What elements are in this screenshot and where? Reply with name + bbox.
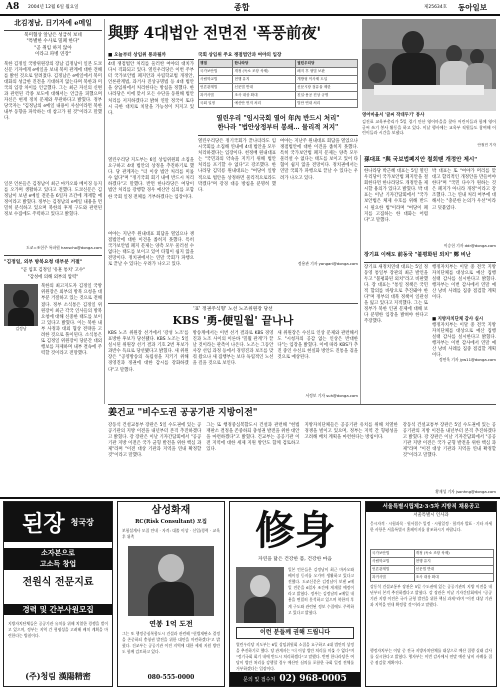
left-sub1: 북미협상 앞날은 성급히 보네 (24, 33, 82, 38)
right-column (364, 156, 496, 406)
portrait-photo (4, 284, 38, 326)
left-box2-title: "김정일, 외부 방북요청 대부분 거절" (4, 258, 83, 265)
kbs-story (108, 306, 358, 400)
main-col-2 (198, 52, 358, 300)
ad2-filler: 그는 또 행정중심복합도시 건설과 관련해 "헌법재판소 결정을 존중하되 충청권 발전을 위한 대안을 마련하겠다"고 밝혔다. 건교부는 공공기관 이전 지역에 대한 세제 지원 방안도 함께 검토하고 있다. (122, 631, 220, 655)
ad-notice[interactable] (365, 501, 497, 687)
left-sub4: 이라크 파병 연장" (34, 52, 72, 58)
main-body-a: 4대 쟁점법안 처리를 둘러싼 여야의 대치가 다시 격화되고 있다. 열린우리당은 이번 주부터 국가보안법 폐지안과 사립학교법 개정안, 언론관계법, 과거사 진상규명법 등 4대 법안을 상임위에서 처리한다는 방침을 정했다. 한나라당은 이에 맞서 모든 수단을 동원해 법안 처리를 저지하겠다고 밝혀 연말 정국이 또다시 극한 대치로 치달을 가능성이 커지고 있다. (108, 62, 194, 116)
ad1-company: (주)청림 漢陽精密 (25, 671, 91, 681)
ad3-filler: 열린우리당 지도부는 6일 상임위원회 소집을 요구하고 4대 법안의 상정을 추진하기로 했다. 당 관계자는 "더 이상 법안 처리를 미룰 수 없다"며 "정기국회 회기 내에 반드시 처리하겠다"고 말했다. 반면 한나라당은 여당이 법안 처리를 강행할 경우 예산안 심의를 포함한 국회 일정 전체를 거부하겠다는 입장이다. (236, 642, 354, 672)
ad1-line3: 전원식 전문지료 (22, 577, 94, 588)
col-divider-2 (360, 155, 361, 405)
main-subhead-1: 열린우리 "임시국회 열어 年內 반드시 처리" (216, 114, 340, 122)
lower-body-b: 그는 또 행정중심복합도시 건설과 관련해 "헌법재판소 결정을 존중하되 충청권 발전을 위한 대안을 마련하겠다"고 밝혔다. 건교부는 공공기관 이전 지역에 대한 세제 지원 방안도 함께 검토하고 있다. (206, 423, 300, 453)
ad1-title-box (4, 502, 112, 542)
main-box-title: ■ 오늘부터 상임위 통과될까 (108, 52, 194, 60)
left-sub3: "곧 취임 하지 않아 (34, 45, 72, 51)
left-kicker: 北김정남, 日기자에 e메일 (14, 19, 92, 27)
ad4-body: 응시자격 · 시험과목 · 원서접수 일정 · 시험일정 · 합격자 발표 · 기타 자세한 사항은 서울특별시 홈페이지를 참조하시기 바랍니다. (370, 521, 492, 533)
ad3-title: 修身 (255, 507, 335, 554)
lower-body-d: 강동석 건설교통부 장관은 5일 수도권에 있는 공공기관의 지방 이전을 내년부터 본격 추진하겠다고 밝혔다. 강 장관은 이날 기자간담회에서 "공공기관 지방 이전은 국가 균형 발전을 위한 핵심 과제"라며 "이전 대상 기관과 지역을 연내 확정할 것"이라고 말했다. (402, 423, 496, 459)
ad2-photo (128, 546, 214, 616)
kbs-body-a: KBS 노조 위원장 선거에서 '강성 노조'를 표방한 후보가 당선됐다. KBS 노조는 5일 실시된 위원장 선거 결과 기호 2번 후보가 과반수 득표로 당선됐다고 밝혔다. 새 위원장은 "공영방송의 독립성을 지키기 위해 경영진과 정권에 대한 감시를 강화하겠다"고 말했다. (108, 331, 189, 373)
ad3-photo (236, 567, 284, 623)
ad2-sub: RC(Risk Consultant) 모집 (135, 519, 207, 525)
subhead-rule (198, 135, 358, 136)
right-body-1b: 박 대표는 또 "여야가 머리를 맞대고 합리적인 개정안을 만들어야 한다"며 "국민 다수가 원하는 것은 폐지가 아니라 개정"이라고 강조했다. 그는 연내 처리 여부에 대해서는 "충분한 논의가 우선"이라고 덧붙였다. (432, 169, 496, 211)
lower-body-a: 강동석 건설교통부 장관은 5일 수도권에 있는 공공기관의 지방 이전을 내년부터 본격 추진하겠다고 밝혔다. 강 장관은 이날 기자간담회에서 "공공기관 지방 이전은 국가 균형 발전을 위한 핵심 과제"라며 "이전 대상 기관과 지역을 연내 확정할 것"이라고 말했다. (108, 423, 202, 459)
right-body-1: 한나라당 박근혜 대표는 5일 열린우리당이 국가보안법 폐지안을 철회한다면 한나라당도 개정안을 제시할 용의가 있다고 밝혔다. 박 대표는 이날 기자간담회에서 "국가보안법은 체제 수호를 위해 반드시 필요한 법"이라며 "여당이 폐지를 고집하는 한 대화는 어렵다"고 말했다. (364, 169, 428, 223)
main-body-d: 열린우리당은 정기국회가 끝나더라도 임시국회를 소집해 연내에 4대 법안을 모두 처리하겠다는 입장이다. 천정배 원내대표는 "국민과의 약속을 지키기 위해 법안 처리를 포기할 수 없다"고 강조했다. 한나라당 김덕룡 원내대표는 "여당이 일방적으로 법안을 상정하면 물리적으로라도 막겠다"며 강경 대응 방침을 분명히 했다. (198, 139, 276, 193)
main-byline: 정용관 기자 yongari@donga.com (297, 261, 358, 266)
page-number: A8 (6, 2, 20, 12)
ad-samsung[interactable] (117, 501, 225, 687)
lower-headline: 姜건교 "비수도권 공공기관 지방이전" (108, 408, 258, 418)
ad1-filler: 지방자치단체들은 공공기관 유치를 위해 치열한 경쟁을 벌이고 있으며, 정부는 지역 간 형평성을 고려해 배치 계획을 마련한다는 방침이다. (8, 621, 108, 639)
left-box2-body-part: 북한의 최고지도자 김정일 국방위원장은 외부의 방북 요청을 대부분 거절하고 있는 것으로 전해졌다. 정부 소식통은 김정일 위원장이 최근 각국 인사들의 방북 요청에 대해 신중한 태도를 보이고 있다고 밝혔다. 이는 북한 내부 사정과 대외 협상 전략을 고려한 것으로 풀이된다. 소식통은 또 김정일 위원장이 당분간 대외 행보를 자제하며 내부 결속에 주력할 것이라고 전망했다. (41, 284, 102, 357)
col-divider-1 (104, 19, 105, 404)
left-body-b: 일본 언론들은 김정남이 최근 마카오와 베이징 등지를 오가며 생활하고 있다고 전했다. 도쿄신문은 김정남이 보낸 e메일 전문을 6일자 조간에 게재할 예정이라고 밝혔다. 정부는 김정남의 e메일 내용을 면밀히 분석하고 있으며 북한의 후계 구도와 관련된 정보 수집에도 주력하고 있다고 밝혔다. (4, 181, 102, 218)
table-row: 언론관계법 신문법 반대 신문시장 점유율 제한 (199, 84, 358, 92)
main-headline: 與野 4대법안 전면전 '폭풍前夜' (108, 23, 321, 42)
right-head-3: ■ 지방자치단체 감사 실시 (432, 316, 484, 322)
ad2-phone: 080-555-0000 (147, 674, 195, 681)
photo-credit: 안철민 기자 (477, 143, 496, 147)
right-body-2b: 행정자치부는 이달 중 전국 지방자치단체를 대상으로 예산 집행 실태 감사를 실시한다고 밝혔다. 행자부는 이번 감사에서 연말 예산 낭비 사례를 집중 점검할 계획이다. (432, 264, 496, 300)
right-byline-1: 이승헌 기자 ddr@donga.com (443, 243, 496, 248)
left-kicker-rule (4, 30, 102, 31)
left-column (4, 19, 102, 404)
table-head-cell: 한나라당 (233, 60, 296, 68)
news-photo (362, 19, 496, 111)
kbs-body-c: 새 위원장은 수신료 인상 문제와 관련해서도 "시청자의 공감 없는 인상은 반대한다"는 입장을 밝혔다. 이에 따라 KBS가 추진 중인 수신료 현실화 방안도 진통을 겪을 것으로 예상된다. (277, 331, 359, 361)
ad3-box: 이런 분들께 권해 드립니다 (236, 627, 354, 639)
lower-story (108, 407, 496, 495)
left-sub2: "특별한 수사로 밀폐 한다" (26, 39, 80, 45)
ad4-sub: 서울특별시 인사과 (413, 513, 449, 518)
table-row: 과거사법 조사 대상 확대 친일·용공 진상 규명 (199, 92, 358, 100)
right-byline-2: 정연욱 기자 jyw11@donga.com (439, 356, 496, 362)
photo-caption-text: 김진표 교육부총리가 5일 경기 안산 영어마을을 찾아 어린이들과 함께 영어 글씨 쓰기 봉사 활동을 하고 있다. 이날 행사에는 교육부 직원들도 참여해 어린이들과 시간을 보냈다. (362, 119, 496, 136)
table-head-cell: 쟁점 (199, 60, 233, 68)
ad-doenjang[interactable] (3, 501, 113, 687)
ad4-filler: 강동석 건설교통부 장관은 5일 수도권에 있는 공공기관의 지방 이전을 내년부터 본격 추진하겠다고 밝혔다. 강 장관은 이날 기자간담회에서 "공공기관 지방 이전은 국가 균형 발전을 위한 핵심 과제"라며 "이전 대상 기관과 지역을 연내 확정할 것"이라고 말했다. (370, 584, 492, 608)
issue-number: 제25634호 (424, 5, 448, 10)
main-body-c: 여야는 지난주 원내대표 회담을 열었으나 쟁점법안에 대한 이견을 좁히지 못했다. 특히 국가보안법 폐지 문제는 양측 모두 물러설 수 없다는 태도를 보이고 있어 타협이 쉽지 않을 전망이다. 정치권에서는 연말 국회가 파행으로 끝날 수 있다는 우려가 나오고 있다. (108, 232, 194, 268)
left-box2-sub: "곧 임호 김정일 '유훈 통치' 고수" (20, 268, 86, 274)
ad1-title: 된장 (22, 510, 65, 537)
page-header (0, 0, 500, 14)
ad2-body: 보험설계사 모집 안내 · 자격: 대졸 이상 · 신입/경력 · 교육 후 위촉 (122, 528, 220, 540)
kbs-headline: KBS '勇-便밀월' 끝나나 (172, 314, 294, 327)
ad3-company: 문의 및 접수처 (243, 676, 276, 683)
ad1-line2: 고소득 창업 (4, 559, 112, 570)
table-row: 사립학교법 현행 유지 개방형 이사제 도입 (199, 76, 358, 84)
main-subhead-2: 한나라 "법안상정부터 봉쇄… 물리적 저지" (217, 123, 339, 131)
section-label: 종합 (234, 2, 250, 12)
kbs-body-b: 방송계에서는 이번 선거 결과로 KBS 경영진과 노조 사이의 이른바 '밀월 관계'가 끝날 것이라는 관측이 나온다. 노조는 그동안 사장 선임 과정 등에서 경영진과 보조를 맞춰 왔으나 새 집행부는 보다 독립적인 노선을 걸을 것으로 보인다. (192, 331, 274, 367)
ad2-title: 삼성화재 (151, 505, 191, 516)
ad3-phone: 02) 968-0005 (279, 674, 347, 684)
left-body-a: 북한 김정일 국방위원장의 장남 김정남이 일본 도쿄신문 기자에게 e메일을 보내 북미 관계에 대한 견해를 밝힌 것으로 알려졌다. 김정남은 e메일에서 북미 대화의 성급한 진전을 기대하지 않는다며 북한과 미국의 입장 차이를 언급했다. 그는 최근 자신의 신변과 관련된 각종 보도에 대해서는 언급을 피했으며 자신은 현재 정치 문제와 무관하다고 밝혔다. 정부 당국자는 "김정남의 e메일 내용이 사실이라면 북한 내부 동향을 파악하는 데 참고가 될 것"이라고 말했다. (4, 61, 102, 122)
ad3-contact (230, 672, 360, 686)
main-body-d-cont: 여야는 지난주 원내대표 회담을 열었으나 쟁점법안에 대한 이견을 좁히지 못했다. 특히 국가보안법 폐지 문제는 양측 모두 물러설 수 없다는 태도를 보이고 있어 타협이 쉽지 않을 전망이다. 정치권에서는 연말 국회가 파행으로 끝날 수 있다는 우려가 나오고 있다. (280, 139, 358, 181)
lower-byline: 황재성 기자 jsonhng@donga.com (435, 489, 496, 494)
right-body-3: 행정자치부는 이달 중 전국 지방자치단체를 대상으로 예산 집행 실태 감사를 실시한다고 밝혔다. 행자부는 이번 감사에서 연말 예산 낭비 사례를 집중 점검할 계획이다. (432, 322, 496, 358)
ad4-title: 서울특별시립제2·3·5차 지방직 채용공고 (366, 502, 496, 512)
page-date: 2004년 12월 6일 월요일 (28, 5, 79, 10)
ad1-sub: 청국장 (70, 516, 94, 527)
right-rule-1 (364, 166, 496, 167)
lower-body-c: 지방자치단체들은 공공기관 유치를 위해 치열한 경쟁을 벌이고 있으며, 정부는 지역 간 형평성을 고려해 배치 계획을 마련한다는 방침이다. (304, 423, 398, 441)
main-col-1 (108, 52, 194, 300)
ad1-line1: 소자본으로 (4, 548, 112, 559)
table-title: 국회 상임위 주요 쟁점법안과 여야의 입장 (198, 53, 282, 58)
ad4-filler-2: 행정자치부는 이달 중 전국 지방자치단체를 대상으로 예산 집행 실태 감사를 실시한다고 밝혔다. 행자부는 이번 감사에서 연말 예산 낭비 사례를 집중 점검할 계획이다. (370, 648, 492, 666)
photo-caption (362, 113, 496, 153)
right-rule-2 (364, 262, 496, 263)
table-row: 국가보안법 개정 (독소 조항 삭제) 폐지 후 형법 보완 (199, 68, 358, 76)
lower-band-rule (108, 404, 496, 405)
issue-table (198, 59, 358, 108)
mid-band-rule (108, 303, 358, 304)
left-byline: 도쿄=조헌주 특파원 hanscho@donga.com (26, 244, 102, 250)
right-head-1: 孫대표 "與 국보법폐지안 철회땐 개정안 제시" (364, 157, 478, 163)
table-row: 국회 일정 예산안 먼저 처리 법안 연내 처리 (199, 100, 358, 108)
kbs-byline: 서정보 기자 suh@donga.com (305, 393, 358, 398)
ads-rule (0, 497, 500, 499)
ad2-line: 연봉 1억 도전 (149, 619, 193, 628)
right-body-2: 장기표 새정치연대 대표는 5일 정동영 통일부 장관의 최근 발언을 두고 "불평화된 외치"라고 비판했다. 장 대표는 "통일 정책은 국민적 합의를 바탕으로 추진돼야 한다"며 정부의 대북 정책이 일관성을 잃고 있다고 지적했다. 그는 또 정부가 북한 인권 문제에 대해 보다 분명한 입장을 밝혀야 한다고 주장했다. (364, 264, 428, 325)
ad3-body: 일본 언론들은 김정남이 최근 마카오와 베이징 등지를 오가며 생활하고 있다고 전했다. 도쿄신문은 김정남이 보낸 e메일 전문을 6일자 조간에 게재할 예정이라고 밝혔다. 정부는 김정남의 e메일 내용을 면밀히 분석하고 있으며 북한의 후계 구도와 관련된 정보 수집에도 주력하고 있다고 밝혔다. (288, 567, 354, 615)
ad-susin[interactable] (229, 501, 361, 687)
ad3-sub: 자연을 닮은 건강한 몸, 건강한 마음 (257, 557, 333, 562)
newspaper-logo: 동아일보 (458, 3, 487, 12)
ad4-table: 국가보안법 개정 (독소 조항 삭제) 사립학교법 현행 유지 언론관계법 신문법 반대 과거사법 조사 대상 확대 (370, 549, 494, 582)
photo-caption-kim: 김정남 (15, 326, 27, 332)
header-rule (0, 14, 500, 16)
table-head-cell: 열린우리당 (296, 60, 358, 68)
right-head-2: 장기표 이해도 前동국 "불평화된 외치" 鄭 비난 (364, 252, 471, 258)
photo-caption-title: 영어마을서 '글씨 작대두기' 봉사 (362, 113, 425, 118)
ad1-line4: 경력 및 간부사원모집 (4, 604, 112, 615)
left-divider (4, 255, 102, 256)
kbs-kicker: '표' 정권주식형' 노선 노조위원장 당선 (193, 307, 273, 312)
left-box2-sub2: "감성에 의해 외부의 압력" (27, 274, 79, 280)
main-body-b: 열린우리당 지도부는 6일 상임위원회 소집을 요구하고 4대 법안의 상정을 추진하기로 했다. 당 관계자는 "더 이상 법안 처리를 미룰 수 없다"며 "정기국회 회기 내에 반드시 처리하겠다"고 말했다. 반면 한나라당은 여당이 법안 처리를 강행할 경우 예산안 심의를 포함한 국회 일정 전체를 거부하겠다는 입장이다. (108, 158, 194, 200)
